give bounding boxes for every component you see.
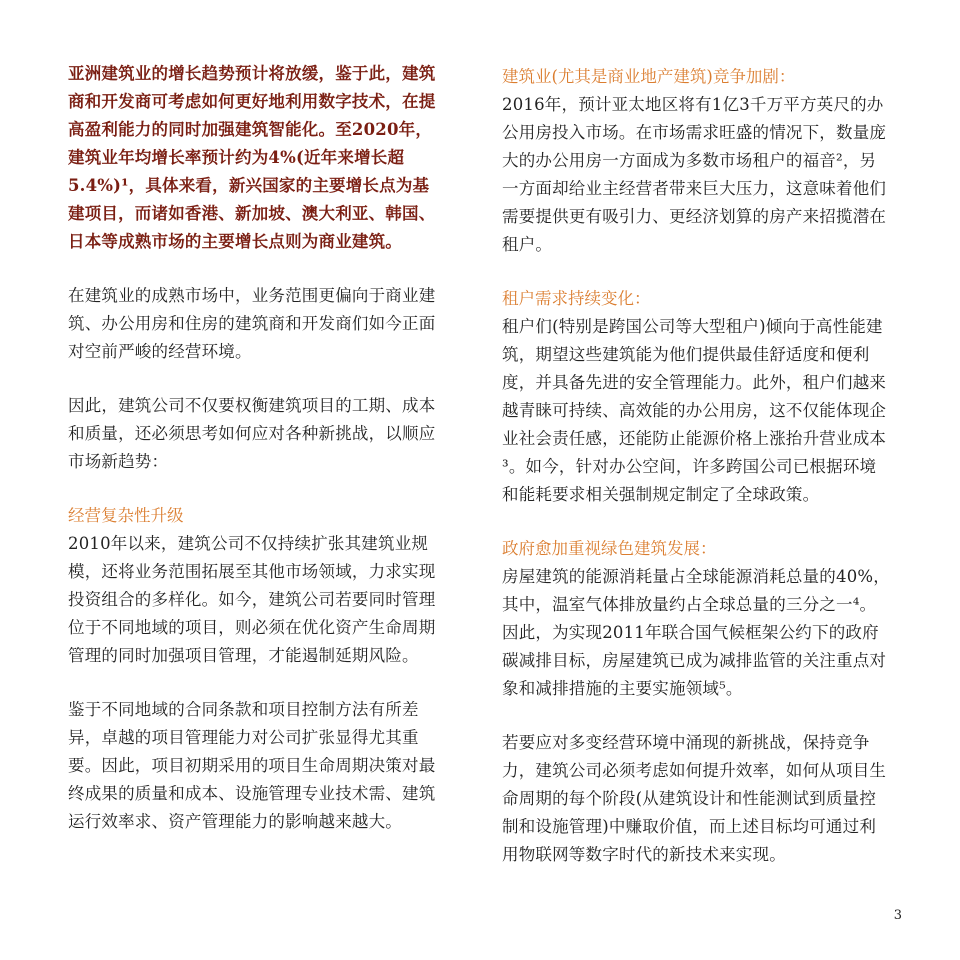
page-number: 3 <box>893 908 902 923</box>
body-paragraph-energy: 房屋建筑的能源消耗量占全球能源消耗总量的40%，其中，温室气体排放量约占全球总量的三分之一⁴。因此，为实现2011年联合国气候框架公约下的政府碳减排目标，房屋建筑已成为减排监管的关注重点对象和减排措施的主要实施领域⁵。 <box>502 567 890 698</box>
body-paragraph-diversification: 2010年以来，建筑公司不仅持续扩张其建筑业规模，还将业务范围拓展至其他市场领域，力求实现投资组合的多样化。如今，建筑公司若要同时管理位于不同地域的项目，则必须在优化资产生命周期管理的同时加强项目管理，才能遏制延期风险。 <box>68 534 436 665</box>
right-column <box>502 60 892 869</box>
body-paragraph-project-management: 鉴于不同地域的合同条款和项目控制方法有所差异，卓越的项目管理能力对公司扩张显得尤其重要。因此，项目初期采用的项目生命周期决策对最终成果的质量和成本、设施管理专业技术需、建筑运行效率求、资产管理能力的影响越来越大。 <box>68 700 436 831</box>
section-heading-complexity: 经营复杂性升级 <box>68 506 184 525</box>
body-paragraph-office-supply: 2016年，预计亚太地区将有1亿3千万平方英尺的办公用房投入市场。在市场需求旺盛的情况下，数量庞大的办公用房一方面成为多数市场租户的福音²，另一方面却给业主经营者带来巨大压力，这意味着他们需要提供更有吸引力、更经济划算的房产来招揽潜在租户。 <box>502 95 887 254</box>
section-heading-green-building: 政府愈加重视绿色建筑发展： <box>502 539 717 558</box>
left-column <box>68 60 440 836</box>
section-heading-competition: 建筑业(尤其是商业地产建筑)竞争加剧： <box>502 67 796 86</box>
lead-paragraph: 亚洲建筑业的增长趋势预计将放缓，鉴于此，建筑商和开发商可考虑如何更好地利用数字技术，在提高盈利能力的同时加强建筑智能化。至2020年，建筑业年均增长率预计约为4%(近年来增长超5.4%)¹，具体来看，新兴国家的主要增长点为基建项目，而诸如香港、新加坡、澳大利亚、韩国、日本等成熟市场的主要增长点则为商业建筑。 <box>68 64 436 251</box>
section-heading-tenant-needs: 租户需求持续变化： <box>502 289 651 308</box>
body-paragraph-tenants: 租户们(特别是跨国公司等大型租户)倾向于高性能建筑，期望这些建筑能为他们提供最佳舒适度和便利度，并具备先进的安全管理能力。此外，租户们越来越青睐可持续、高效能的办公用房，这不仅能体现企业社会责任感，还能防止能源价格上涨抬升营业成本³。如今，针对办公空间，许多跨国公司已根据环境和能耗要求相关强制规定制定了全球政策。 <box>502 317 887 504</box>
body-paragraph-new-challenges: 因此，建筑公司不仅要权衡建筑项目的工期、成本和质量，还必须思考如何应对各种新挑战，以顺应市场新趋势： <box>68 396 436 471</box>
body-paragraph-mature-markets: 在建筑业的成熟市场中，业务范围更偏向于商业建筑、办公用房和住房的建筑商和开发商们如今正面对空前严峻的经营环境。 <box>68 286 436 361</box>
body-paragraph-conclusion: 若要应对多变经营环境中涌现的新挑战，保持竞争力，建筑公司必须考虑如何提升效率，如何从项目生命周期的每个阶段(从建筑设计和性能测试到质量控制和设施管理)中赚取价值，而上述目标均可通过利用物联网等数字时代的新技术来实现。 <box>502 733 887 864</box>
